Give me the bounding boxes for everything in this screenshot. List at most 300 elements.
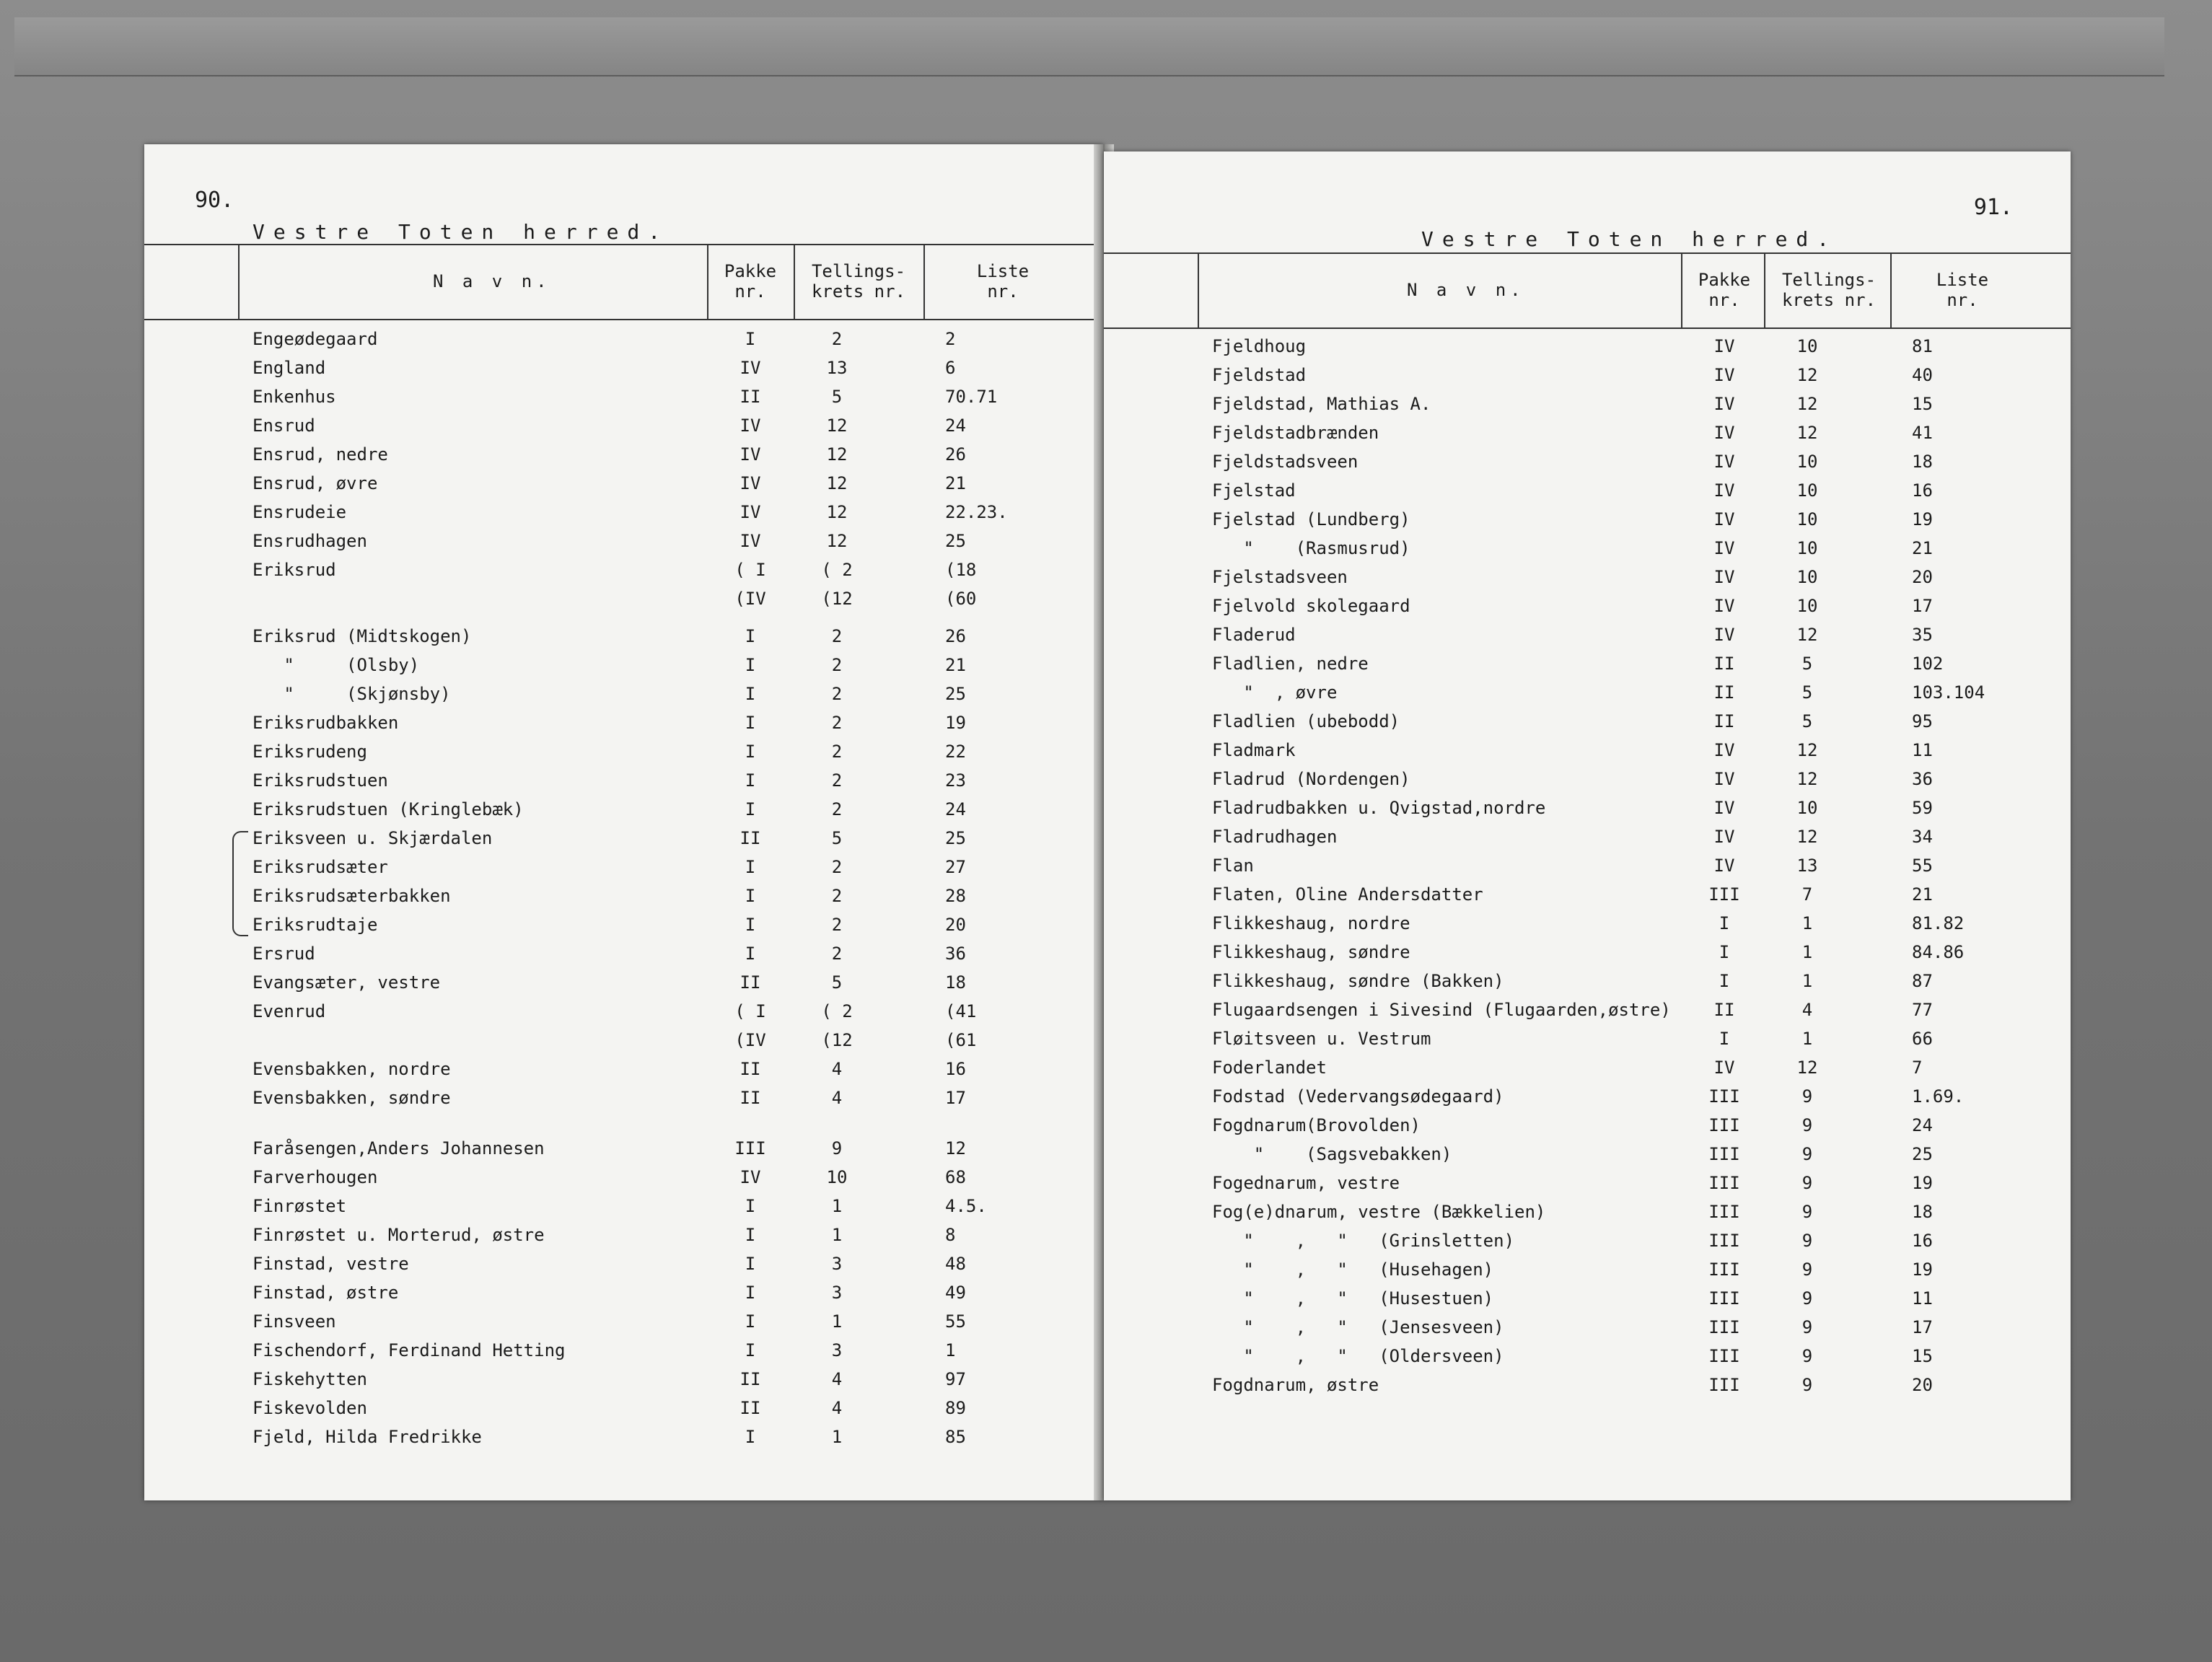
entry-pakke: I xyxy=(745,1225,756,1245)
entry-pakke: III xyxy=(1708,1173,1740,1193)
entry-pakke: ( I xyxy=(734,560,766,580)
entry-name: England xyxy=(253,358,326,378)
entry-liste: (41 xyxy=(945,1001,977,1021)
entry-krets: 9 xyxy=(1801,1259,1813,1280)
entry-name: " , " (Oldersveen) xyxy=(1212,1346,1504,1366)
entry-pakke: IV xyxy=(1713,769,1735,789)
register-row xyxy=(144,1423,1104,1451)
entry-name: Evenrud xyxy=(253,1001,326,1021)
entry-liste: 21 xyxy=(1912,538,1933,558)
entry-krets: 7 xyxy=(1801,884,1813,905)
entry-liste: 11 xyxy=(1912,740,1933,760)
entry-krets: 2 xyxy=(831,915,843,935)
entry-pakke: I xyxy=(1719,913,1730,933)
entry-name: Farverhougen xyxy=(253,1167,378,1187)
entry-name: Evensbakken, nordre xyxy=(253,1059,451,1079)
register-row xyxy=(1104,707,2071,736)
entry-krets: 1 xyxy=(831,1225,843,1245)
entry-krets: 10 xyxy=(1796,480,1818,501)
entry-krets: 12 xyxy=(1796,423,1818,443)
entry-liste: (61 xyxy=(945,1030,977,1050)
entry-name: " , " (Grinsletten) xyxy=(1212,1231,1515,1251)
column-divider xyxy=(794,245,795,319)
register-row xyxy=(1104,1313,2071,1342)
entry-name: Fløitsveen u. Vestrum xyxy=(1212,1029,1431,1049)
entry-name: Fladerud xyxy=(1212,625,1296,645)
entry-name: Eriksrudtaje xyxy=(253,915,378,935)
entry-liste: 18 xyxy=(945,972,966,993)
entry-pakke: III xyxy=(1708,1086,1740,1107)
entry-krets: 5 xyxy=(831,387,843,407)
entry-name: Fladlien (ubebodd) xyxy=(1212,711,1400,731)
entry-krets: 2 xyxy=(831,857,843,877)
register-row xyxy=(1104,563,2071,592)
register-row xyxy=(144,968,1104,997)
entry-name: Ensrudeie xyxy=(253,502,347,522)
register-row xyxy=(1104,1226,2071,1255)
entry-liste: 1 xyxy=(945,1340,956,1360)
entry-liste: 7 xyxy=(1912,1058,1923,1078)
register-row xyxy=(1104,1284,2071,1313)
entry-krets: 13 xyxy=(826,358,848,378)
entry-name: Eriksrudsæterbakken xyxy=(253,886,451,906)
entry-krets: 4 xyxy=(831,1398,843,1418)
entry-krets: 3 xyxy=(831,1340,843,1360)
entry-liste: 97 xyxy=(945,1369,966,1389)
register-row xyxy=(1104,620,2071,649)
entry-liste: 15 xyxy=(1912,394,1933,414)
entry-pakke: III xyxy=(1708,1346,1740,1366)
register-row xyxy=(144,737,1104,766)
register-row xyxy=(144,766,1104,795)
entry-liste: 22.23. xyxy=(945,502,1008,522)
entry-name: " (Sagsvebakken) xyxy=(1212,1144,1452,1164)
entry-pakke: III xyxy=(1708,884,1740,905)
register-row xyxy=(1104,534,2071,563)
entry-name: Ensrudhagen xyxy=(253,531,367,551)
entry-liste: 59 xyxy=(1912,798,1933,818)
entry-krets: 10 xyxy=(1796,452,1818,472)
register-row xyxy=(144,853,1104,881)
entry-liste: 48 xyxy=(945,1254,966,1274)
register-row xyxy=(144,795,1104,824)
entry-name: " , " (Husestuen) xyxy=(1212,1288,1494,1309)
entry-liste: 24 xyxy=(1912,1115,1933,1135)
entry-name: Fladrudbakken u. Qvigstad,nordre xyxy=(1212,798,1546,818)
entry-name: Flikkeshaug, søndre (Bakken) xyxy=(1212,971,1504,991)
entry-krets: ( 2 xyxy=(821,1001,853,1021)
entry-liste: (60 xyxy=(945,589,977,609)
entry-pakke: III xyxy=(1708,1231,1740,1251)
entry-liste: 19 xyxy=(1912,509,1933,529)
entry-liste: 26 xyxy=(945,444,966,465)
entry-name: Flikkeshaug, nordre xyxy=(1212,913,1410,933)
page-number: 91. xyxy=(1973,195,2013,220)
header-pakke: Pakke nr. xyxy=(724,261,777,302)
entry-liste: 25 xyxy=(945,828,966,848)
entry-krets: 9 xyxy=(1801,1173,1813,1193)
entry-pakke: II xyxy=(739,1369,761,1389)
entry-name: Finsveen xyxy=(253,1311,336,1332)
entry-pakke: II xyxy=(739,1059,761,1079)
entry-name: Fjeldstadbrænden xyxy=(1212,423,1379,443)
entry-krets: 1 xyxy=(831,1427,843,1447)
register-row xyxy=(1104,1169,2071,1197)
entry-pakke: IV xyxy=(1713,423,1735,443)
entry-liste: 18 xyxy=(1912,452,1933,472)
register-row xyxy=(144,997,1104,1026)
entry-krets: 10 xyxy=(1796,596,1818,616)
entry-pakke: I xyxy=(1719,971,1730,991)
entry-liste: 41 xyxy=(1912,423,1933,443)
entry-pakke: I xyxy=(745,799,756,819)
entry-liste: 85 xyxy=(945,1427,966,1447)
entry-krets: 10 xyxy=(1796,509,1818,529)
register-row xyxy=(1104,1140,2071,1169)
entry-pakke: IV xyxy=(1713,480,1735,501)
entry-pakke: II xyxy=(739,1398,761,1418)
entry-pakke: IV xyxy=(1713,336,1735,356)
entry-name: Fladlien, nedre xyxy=(1212,654,1369,674)
entry-krets: 2 xyxy=(831,886,843,906)
register-row xyxy=(1104,678,2071,707)
entry-liste: 17 xyxy=(945,1088,966,1108)
entry-pakke: IV xyxy=(1713,740,1735,760)
entry-krets: 1 xyxy=(1801,913,1813,933)
entry-pakke: IV xyxy=(1713,596,1735,616)
entry-pakke: (IV xyxy=(734,1030,766,1050)
entry-liste: 18 xyxy=(1912,1202,1933,1222)
entry-krets: 2 xyxy=(831,770,843,791)
entry-name: Fogdnarum(Brovolden) xyxy=(1212,1115,1421,1135)
entry-name: Eriksrud xyxy=(253,560,336,580)
entry-liste: 23 xyxy=(945,770,966,791)
entry-name: Fjelstad xyxy=(1212,480,1296,501)
entry-liste: 22 xyxy=(945,742,966,762)
entry-liste: 27 xyxy=(945,857,966,877)
register-row xyxy=(144,555,1104,584)
entry-pakke: IV xyxy=(1713,567,1735,587)
entry-liste: 21 xyxy=(1912,884,1933,905)
register-row xyxy=(1104,1082,2071,1111)
entry-krets: 9 xyxy=(1801,1144,1813,1164)
table-header xyxy=(144,244,1104,320)
register-row xyxy=(1104,1024,2071,1053)
entry-liste: 19 xyxy=(945,713,966,733)
entry-name: Eriksrudstuen (Kringlebæk) xyxy=(253,799,524,819)
register-row xyxy=(1104,880,2071,909)
entry-liste: (18 xyxy=(945,560,977,580)
entry-pakke: III xyxy=(1708,1144,1740,1164)
entry-liste: 12 xyxy=(945,1138,966,1158)
entry-pakke: IV xyxy=(1713,1058,1735,1078)
register-row xyxy=(144,469,1104,498)
entry-name: Fjeldstad xyxy=(1212,365,1307,385)
entry-name: Eriksrudeng xyxy=(253,742,367,762)
entry-krets: 12 xyxy=(826,444,848,465)
entry-pakke: III xyxy=(1708,1288,1740,1309)
register-row xyxy=(1104,1255,2071,1284)
register-row xyxy=(1104,1111,2071,1140)
entry-krets: 12 xyxy=(1796,827,1818,847)
entry-liste: 70.71 xyxy=(945,387,998,407)
entry-krets: 5 xyxy=(1801,654,1813,674)
bracket-mark xyxy=(232,831,248,936)
entry-krets: 9 xyxy=(1801,1231,1813,1251)
header-pakke: Pakke nr. xyxy=(1698,270,1751,310)
register-row xyxy=(1104,995,2071,1024)
column-divider xyxy=(1764,254,1765,327)
entry-liste: 16 xyxy=(1912,1231,1933,1251)
entry-name: Fiskehytten xyxy=(253,1369,367,1389)
entry-pakke: I xyxy=(745,857,756,877)
entry-liste: 25 xyxy=(1912,1144,1933,1164)
register-row xyxy=(1104,1053,2071,1082)
entry-liste: 77 xyxy=(1912,1000,1933,1020)
scan-top-strip xyxy=(14,17,2164,76)
entry-pakke: III xyxy=(734,1138,766,1158)
entry-pakke: I xyxy=(745,713,756,733)
entry-pakke: I xyxy=(745,1340,756,1360)
entry-pakke: I xyxy=(745,742,756,762)
page-number: 90. xyxy=(195,188,234,213)
register-row xyxy=(1104,1197,2071,1226)
entry-krets: 12 xyxy=(826,416,848,436)
register-row xyxy=(1104,1371,2071,1399)
entry-liste: 6 xyxy=(945,358,956,378)
entry-liste: 55 xyxy=(1912,856,1933,876)
entry-name: Fjeldstadsveen xyxy=(1212,452,1359,472)
entry-krets: 1 xyxy=(831,1196,843,1216)
entry-pakke: IV xyxy=(1713,827,1735,847)
entry-krets: 9 xyxy=(1801,1202,1813,1222)
register-row xyxy=(144,824,1104,853)
entry-krets: (12 xyxy=(821,589,853,609)
entry-name: Enkenhus xyxy=(253,387,336,407)
entry-name: Fladrudhagen xyxy=(1212,827,1338,847)
entry-pakke: I xyxy=(745,684,756,704)
register-row xyxy=(144,1249,1104,1278)
entry-name: Ensrud xyxy=(253,416,315,436)
column-divider xyxy=(1198,254,1199,327)
entry-pakke: I xyxy=(745,1196,756,1216)
header-liste: Liste nr. xyxy=(1936,270,1989,310)
entry-liste: 21 xyxy=(945,655,966,675)
entry-liste: 16 xyxy=(945,1059,966,1079)
entry-krets: 10 xyxy=(1796,538,1818,558)
entry-krets: 12 xyxy=(1796,769,1818,789)
entry-name: " (Olsby) xyxy=(253,655,420,675)
entry-pakke: I xyxy=(745,944,756,964)
entry-name: Faråsengen,Anders Johannesen xyxy=(253,1138,545,1158)
register-row xyxy=(1104,447,2071,476)
register-row xyxy=(144,680,1104,708)
entry-name: Fjelstad (Lundberg) xyxy=(1212,509,1410,529)
entry-pakke: IV xyxy=(739,502,761,522)
entry-name: Fladrud (Nordengen) xyxy=(1212,769,1410,789)
entry-liste: 16 xyxy=(1912,480,1933,501)
entry-pakke: I xyxy=(745,915,756,935)
entry-pakke: II xyxy=(739,828,761,848)
entry-krets: 9 xyxy=(1801,1086,1813,1107)
register-row xyxy=(144,881,1104,910)
entry-liste: 20 xyxy=(1912,1375,1933,1395)
entry-pakke: I xyxy=(1719,1029,1730,1049)
left-page xyxy=(144,144,1104,1500)
entry-krets: 1 xyxy=(1801,942,1813,962)
register-row xyxy=(144,325,1104,353)
entry-liste: 40 xyxy=(1912,365,1933,385)
entry-name: Fischendorf, Ferdinand Hetting xyxy=(253,1340,566,1360)
entry-krets: 5 xyxy=(831,972,843,993)
entry-name: Fodstad (Vedervangsødegaard) xyxy=(1212,1086,1504,1107)
register-row xyxy=(144,622,1104,651)
entry-krets: 12 xyxy=(1796,740,1818,760)
entry-name: Evensbakken, søndre xyxy=(253,1088,451,1108)
entry-krets: 2 xyxy=(831,713,843,733)
register-row xyxy=(144,527,1104,555)
register-row xyxy=(144,1394,1104,1423)
page-heading: Vestre Toten herred. xyxy=(253,220,670,244)
entry-liste: 55 xyxy=(945,1311,966,1332)
register-row xyxy=(1104,1342,2071,1371)
register-row xyxy=(144,411,1104,440)
entry-liste: 89 xyxy=(945,1398,966,1418)
entry-liste: 15 xyxy=(1912,1346,1933,1366)
entry-krets: 12 xyxy=(1796,625,1818,645)
entry-liste: 8 xyxy=(945,1225,956,1245)
entry-liste: 36 xyxy=(945,944,966,964)
entry-krets: 3 xyxy=(831,1283,843,1303)
entry-pakke: III xyxy=(1708,1375,1740,1395)
entry-krets: 12 xyxy=(826,502,848,522)
register-row xyxy=(144,1163,1104,1192)
entry-pakke: (IV xyxy=(734,589,766,609)
entry-pakke: I xyxy=(745,1254,756,1274)
register-row xyxy=(144,1278,1104,1307)
entry-name: Foderlandet xyxy=(1212,1058,1327,1078)
register-row xyxy=(1104,390,2071,418)
entry-name: " , " (Jensesveen) xyxy=(1212,1317,1504,1337)
register-row xyxy=(144,1083,1104,1112)
entry-name: " (Skjønsby) xyxy=(253,684,451,704)
entry-pakke: II xyxy=(1713,1000,1735,1020)
entry-name: Finrøstet xyxy=(253,1196,347,1216)
entry-liste: 49 xyxy=(945,1283,966,1303)
entry-liste: 81 xyxy=(1912,336,1933,356)
entry-liste: 25 xyxy=(945,684,966,704)
entry-pakke: II xyxy=(739,387,761,407)
entry-krets: 10 xyxy=(1796,798,1818,818)
register-row xyxy=(1104,505,2071,534)
entry-krets: 9 xyxy=(1801,1115,1813,1135)
header-liste: Liste nr. xyxy=(976,261,1030,302)
entry-pakke: IV xyxy=(739,416,761,436)
entry-liste: 25 xyxy=(945,531,966,551)
entry-liste: 20 xyxy=(1912,567,1933,587)
entry-krets: 3 xyxy=(831,1254,843,1274)
entry-pakke: IV xyxy=(1713,856,1735,876)
register-row xyxy=(1104,476,2071,505)
register-row xyxy=(1104,736,2071,765)
entry-krets: 12 xyxy=(1796,365,1818,385)
entry-name: Ensrud, øvre xyxy=(253,473,378,493)
entry-krets: 4 xyxy=(831,1088,843,1108)
entry-pakke: I xyxy=(745,1311,756,1332)
entry-krets: 4 xyxy=(1801,1000,1813,1020)
entry-name: Fjelstadsveen xyxy=(1212,567,1348,587)
entry-pakke: II xyxy=(739,1088,761,1108)
entry-krets: 12 xyxy=(1796,394,1818,414)
entry-liste: 20 xyxy=(945,915,966,935)
entry-liste: 11 xyxy=(1912,1288,1933,1309)
register-row xyxy=(1104,361,2071,390)
entry-krets: 2 xyxy=(831,655,843,675)
register-row xyxy=(1104,938,2071,967)
entry-liste: 4.5. xyxy=(945,1196,987,1216)
register-row xyxy=(1104,822,2071,851)
entry-krets: 9 xyxy=(1801,1346,1813,1366)
entry-liste: 68 xyxy=(945,1167,966,1187)
entry-krets: 5 xyxy=(831,828,843,848)
entry-liste: 24 xyxy=(945,799,966,819)
entry-krets: 12 xyxy=(826,531,848,551)
entry-liste: 21 xyxy=(945,473,966,493)
register-row xyxy=(1104,851,2071,880)
register-row xyxy=(144,1221,1104,1249)
entry-liste: 1.69. xyxy=(1912,1086,1965,1107)
entry-name: Fogednarum, vestre xyxy=(1212,1173,1400,1193)
entry-name: Fjeld, Hilda Fredrikke xyxy=(253,1427,482,1447)
entry-pakke: IV xyxy=(739,1167,761,1187)
register-row xyxy=(1104,967,2071,995)
entry-pakke: I xyxy=(745,1283,756,1303)
entry-liste: 2 xyxy=(945,329,956,349)
entry-name: Eriksrudsæter xyxy=(253,857,388,877)
entry-liste: 34 xyxy=(1912,827,1933,847)
entry-liste: 66 xyxy=(1912,1029,1933,1049)
register-row xyxy=(144,1055,1104,1083)
entry-name: " , øvre xyxy=(1212,682,1338,703)
entry-name: Flugaardsengen i Sivesind (Flugaarden,østre) xyxy=(1212,1000,1671,1020)
entry-krets: 4 xyxy=(831,1059,843,1079)
entry-pakke: I xyxy=(745,886,756,906)
entry-liste: 36 xyxy=(1912,769,1933,789)
entry-name: Flaten, Oline Andersdatter xyxy=(1212,884,1483,905)
entry-pakke: IV xyxy=(1713,394,1735,414)
entry-krets: 10 xyxy=(826,1167,848,1187)
entry-krets: 9 xyxy=(1801,1375,1813,1395)
entry-krets: 5 xyxy=(1801,682,1813,703)
register-row xyxy=(1104,418,2071,447)
register-row xyxy=(144,1336,1104,1365)
page-heading: Vestre Toten herred. xyxy=(1421,227,1838,251)
entry-liste: 24 xyxy=(945,416,966,436)
entry-name: Eriksveen u. Skjærdalen xyxy=(253,828,493,848)
entry-krets: 9 xyxy=(831,1138,843,1158)
entry-pakke: II xyxy=(1713,654,1735,674)
entry-name: Engeødegaard xyxy=(253,329,378,349)
entry-pakke: ( I xyxy=(734,1001,766,1021)
entry-name: Fiskevolden xyxy=(253,1398,367,1418)
entry-krets: 13 xyxy=(1796,856,1818,876)
entry-krets: 2 xyxy=(831,742,843,762)
entry-pakke: I xyxy=(745,770,756,791)
register-row xyxy=(1104,332,2071,361)
entry-krets: 2 xyxy=(831,684,843,704)
register-row xyxy=(144,1192,1104,1221)
entry-name: Flikkeshaug, søndre xyxy=(1212,942,1410,962)
